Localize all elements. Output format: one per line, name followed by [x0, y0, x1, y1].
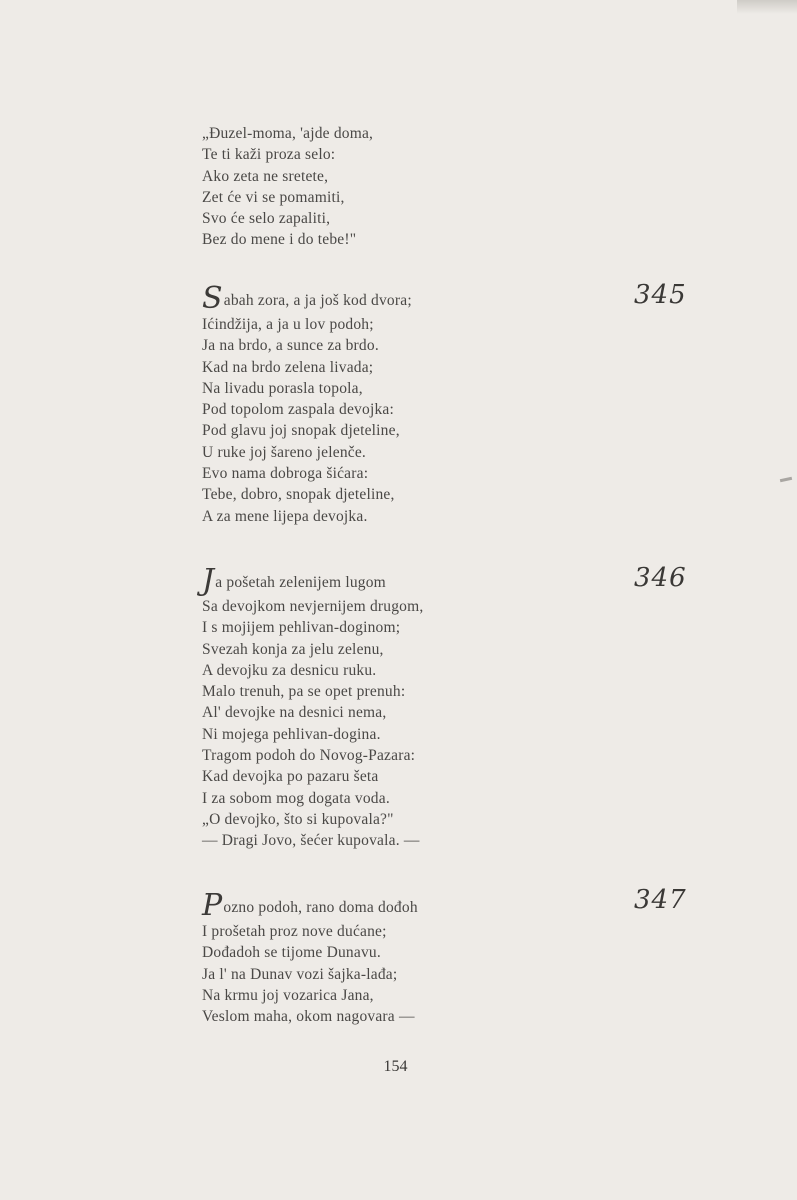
poem-number: 347 [634, 885, 687, 915]
poem-line: I s mojijem pehlivan-doginom; [202, 619, 401, 637]
drop-initial: P [202, 888, 223, 923]
edge-mark [780, 477, 792, 482]
poem-line: Kad na brdo zelena livada; [202, 358, 374, 376]
poem-347 [202, 888, 632, 1027]
poem-line: A devojku za desnicu ruku. [202, 661, 377, 679]
first-line-text: abah zora, a ja još kod dvora; [223, 292, 412, 309]
page-edge-shadow [737, 0, 797, 14]
poem-line: Veslom maha, okom nagovara — [202, 1008, 415, 1026]
first-line-text: ozno podoh, rano doma dođoh [223, 899, 418, 916]
poem-first-line [202, 888, 632, 923]
poem-line: Dođadoh se tijome Dunavu. [202, 944, 381, 962]
poem-line: A za mene lijepa devojka. [202, 507, 368, 525]
poem-line: Na livadu porasla topola, [202, 379, 363, 397]
poem-line: Na krmu joj vozarica Jana, [202, 986, 374, 1004]
page-number [0, 1058, 797, 1076]
poem-line: Ićindžija, a ja u lov podoh; [202, 316, 374, 333]
poem-line: Svezah konja za jelu zelenu, [202, 640, 384, 658]
poem-line: U ruke joj šareno jelenče. [202, 443, 367, 461]
poem-line: Pod glavu joj snopak djeteline, [202, 422, 400, 440]
poem-line: Malo trenuh, pa se opet prenuh: [202, 683, 406, 701]
stanza-continuation [202, 123, 632, 251]
poem-line: — Dragi Jovo, šećer kupovala. — [202, 832, 420, 850]
poem-line: Zet će vi se pomamiti, [202, 188, 345, 206]
drop-initial: J [202, 563, 215, 598]
poem-line: Ako zeta ne sretete, [202, 167, 329, 185]
poem-line: Svo će selo zapaliti, [202, 210, 331, 228]
poem-line: Te ti kaži proza selo: [202, 146, 336, 164]
poem-line: Pod topolom zaspala devojka: [202, 401, 394, 419]
poem-first-line [202, 281, 632, 316]
poem-line: Ja l' na Dunav vozi šajka-lađa; [202, 965, 398, 983]
poem-first-line [202, 563, 632, 598]
poem-number: 345 [634, 280, 687, 310]
poem-line: Bez do mene i do tebe!" [202, 231, 357, 249]
first-line-text: a pošetah zelenijem lugom [215, 574, 386, 591]
drop-initial: S [202, 281, 223, 316]
poem-line: Al' devojke na desnici nema, [202, 704, 387, 722]
poem-line: „Đuzel-moma, 'ajde doma, [202, 125, 374, 142]
page-number-text: 154 [383, 1058, 408, 1075]
poem-number: 346 [634, 563, 687, 593]
poem-line: Ja na brdo, a sunce za brdo. [202, 337, 379, 355]
poem-line: „O devojko, što si kupovala?" [202, 810, 394, 828]
poem-346 [202, 563, 632, 852]
poem-line: Kad devojka po pazaru šeta [202, 768, 379, 786]
poem-line: I prošetah proz nove dućane; [202, 923, 387, 940]
poem-line: I za sobom mog dogata vodа. [202, 789, 390, 807]
poem-line: Tebe, dobro, snopak djeteline, [202, 486, 395, 504]
poem-line: Ni mojega pehlivan-dogina. [202, 725, 381, 743]
poem-line: Evo nama dobroga šićara: [202, 465, 369, 483]
poem-line: Sa devojkom nevjernijem drugom, [202, 598, 424, 615]
poem-line: Tragom podoh do Novog-Pazara: [202, 747, 416, 765]
poem-345 [202, 281, 632, 527]
